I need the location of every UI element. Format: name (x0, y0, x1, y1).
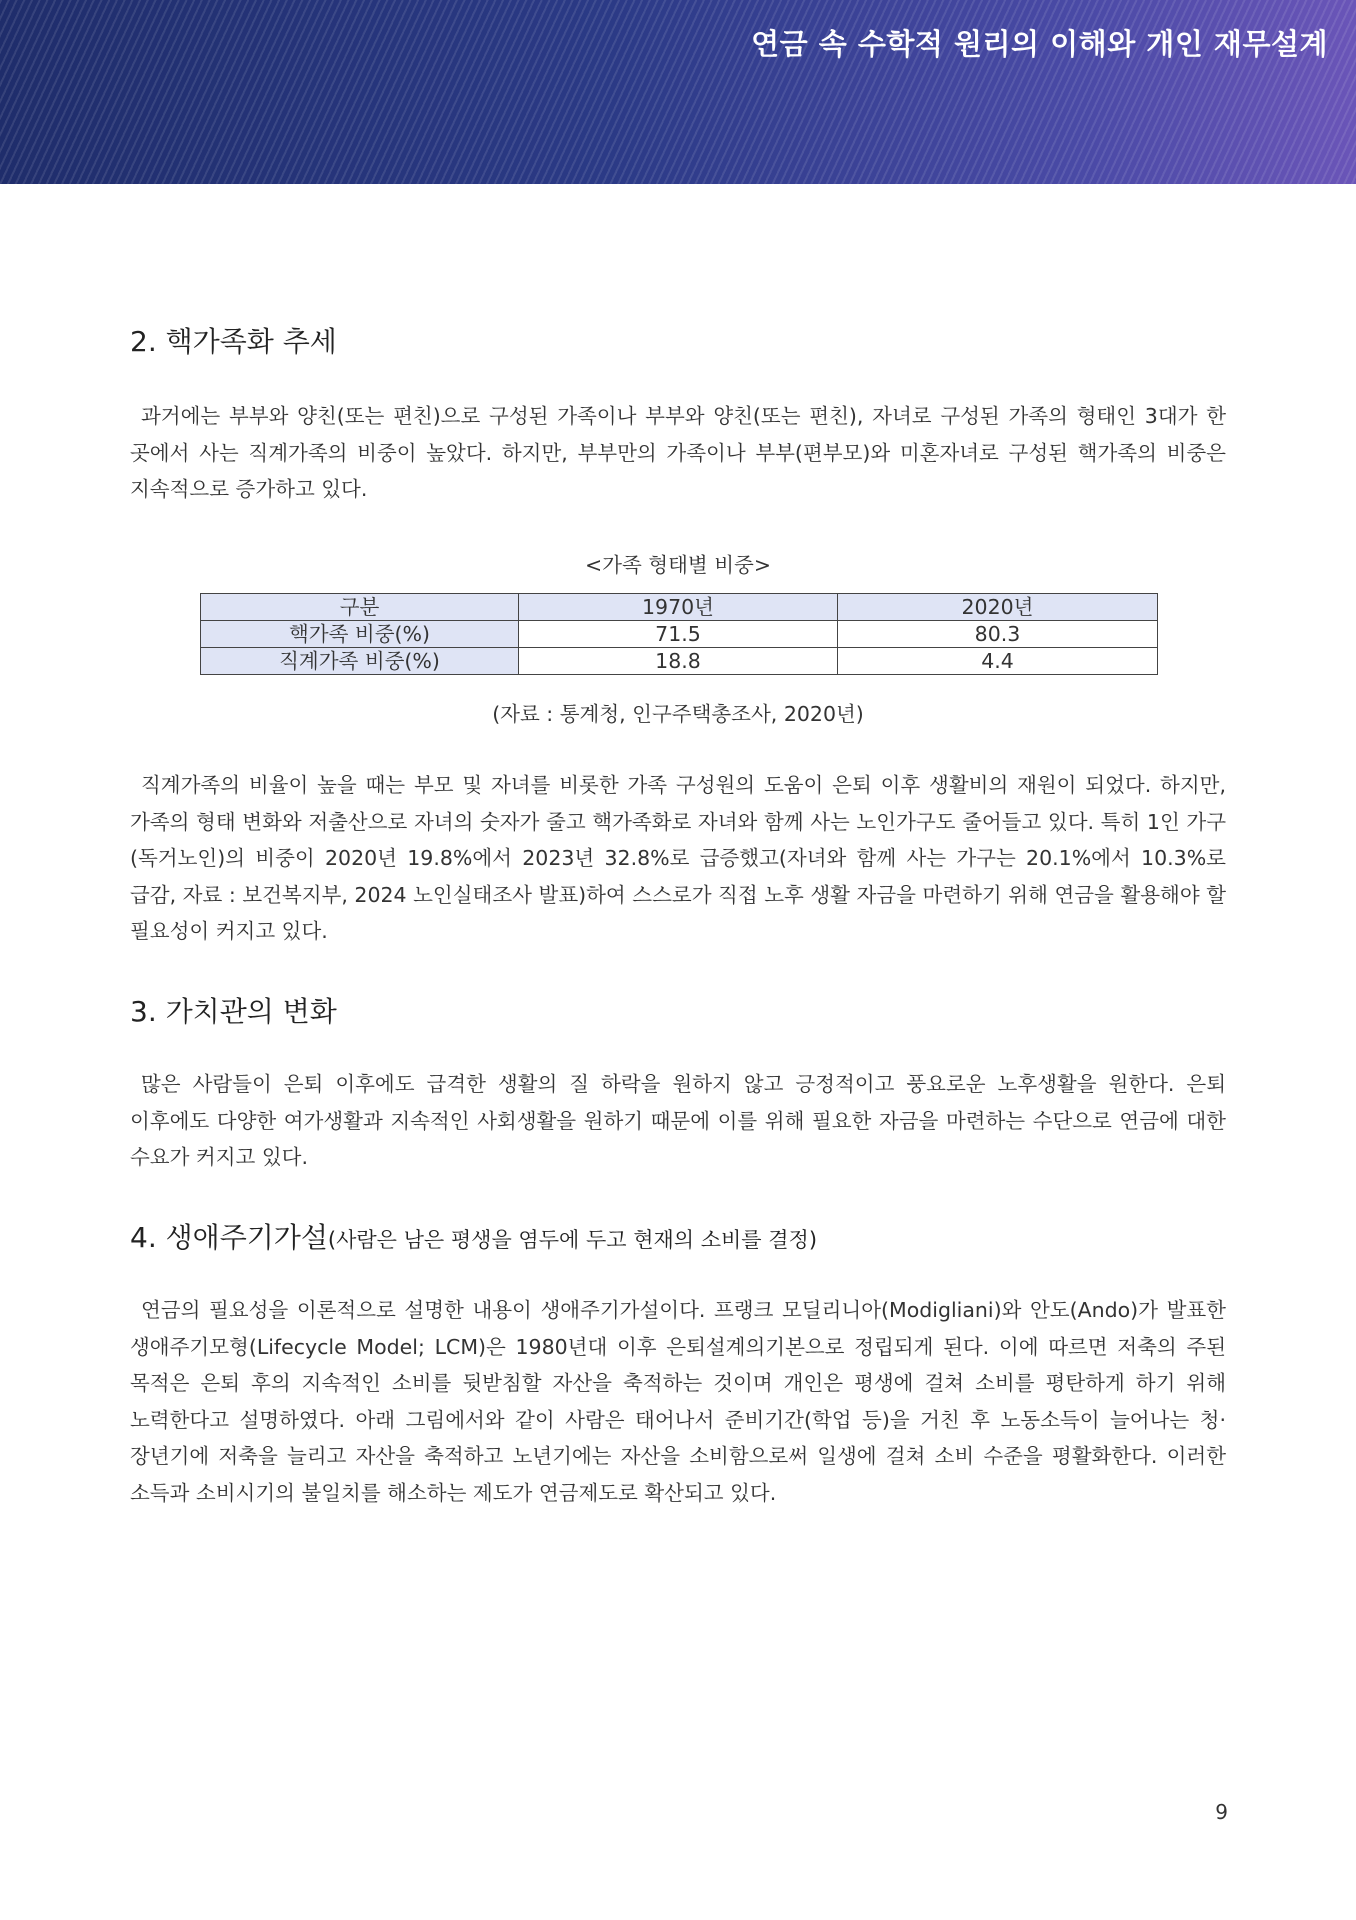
table-source: (자료 : 통계청, 인구주택총조사, 2020년) (492, 702, 864, 726)
table-title: <가족 형태별 비중> (584, 553, 771, 577)
section-4-heading-text: 4. 생애주기가설 (130, 1221, 328, 1254)
table-cell: 80.3 (838, 621, 1158, 648)
table-header-cell: 2020년 (838, 594, 1158, 621)
section-4-paragraph: 연금의 필요성을 이론적으로 설명한 내용이 생애주기가설이다. 프랭크 모딜리니아(Modigliani)와 안도(Ando)가 발표한 생애주기모형(Lifecycle Model; LCM)은 1980년대 이후 은퇴설계의기본으로 정립되게 된다. 이에 따르면 저축의 주된 목적은 은퇴 후의 지속적인 소비를 뒷받침할 자산을 축적하는 것이며 개인은 평생에 걸쳐 소비를 평탄하게 하기 위해 노력한다고 설명하였다. 아래 그림에서와 같이 사람은 태어나서 준비기간(학업 등)을 거친 후 노동소득이 늘어나는 청·장년기에 저축을 늘리고 자산을 축적하고 노년기에는 자산을 소비함으로써 일생에 걸쳐 소비 수준을 평활화한다. 이러한 소득과 소비시기의 불일치를 해소하는 제도가 연금제도로 확산되고 있다. (130, 1298, 1226, 1505)
table-row (201, 621, 1158, 648)
document-title: 연금 속 수학적 원리의 이해와 개인 재무설계 (751, 27, 1328, 61)
table-row-label: 핵가족 비중(%) (201, 621, 519, 648)
table-cell: 4.4 (838, 648, 1158, 675)
page-number: 9 (1215, 1800, 1228, 1824)
section-2-heading: 2. 핵가족화 추세 (130, 325, 337, 358)
section-4-heading-note: (사람은 남은 평생을 염두에 두고 현재의 소비를 결정) (327, 1228, 818, 1252)
table-row (201, 648, 1158, 675)
section-2-paragraph-1: 과거에는 부부와 양친(또는 편친)으로 구성된 가족이나 부부와 양친(또는 편친), 자녀로 구성된 가족의 형태인 3대가 한 곳에서 사는 직계가족의 비중이 높았다. 하지만, 부부만의 가족이나 부부(편부모)와 미혼자녀로 구성된 핵가족의 비중은 지속적으로 증가하고 있다. (130, 404, 1226, 501)
table-header-cell: 구분 (201, 594, 519, 621)
section-3-heading: 3. 가치관의 변화 (130, 995, 337, 1028)
section-3-paragraph: 많은 사람들이 은퇴 이후에도 급격한 생활의 질 하락을 원하지 않고 긍정적이고 풍요로운 노후생활을 원한다. 은퇴 이후에도 다양한 여가생활과 지속적인 사회생활을 원하기 때문에 이를 위해 필요한 자금을 마련하는 수단으로 연금에 대한 수요가 커지고 있다. (130, 1072, 1226, 1169)
table-cell: 18.8 (519, 648, 838, 675)
section-4-heading (130, 1216, 817, 1256)
table-row-label: 직계가족 비중(%) (201, 648, 519, 675)
table-header-row (201, 594, 1158, 621)
table-cell: 71.5 (519, 621, 838, 648)
family-type-table (200, 593, 1158, 675)
header-banner (0, 0, 1356, 184)
table-header-cell: 1970년 (519, 594, 838, 621)
section-2-paragraph-2: 직계가족의 비율이 높을 때는 부모 및 자녀를 비롯한 가족 구성원의 도움이 은퇴 이후 생활비의 재원이 되었다. 하지만, 가족의 형태 변화와 저출산으로 자녀의 숫자가 줄고 핵가족화로 자녀와 함께 사는 노인가구도 줄어들고 있다. 특히 1인 가구(독거노인)의 비중이 2020년 19.8%에서 2023년 32.8%로 급증했고(자녀와 함께 사는 가구는 20.1%에서 10.3%로 급감, 자료 : 보건복지부, 2024 노인실태조사 발표)하여 스스로가 직접 노후 생활 자금을 마련하기 위해 연금을 활용해야 할 필요성이 커지고 있다. (130, 773, 1226, 943)
